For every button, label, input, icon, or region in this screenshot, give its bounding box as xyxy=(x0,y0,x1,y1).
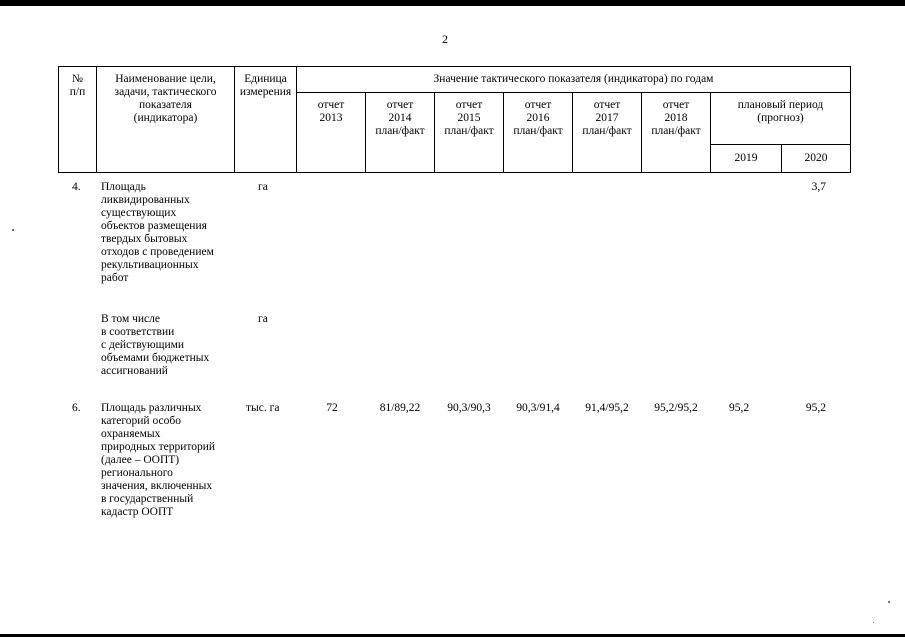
row-unit: га xyxy=(258,313,268,325)
header-col-values: Значение тактического показателя (индикатора) по годам xyxy=(433,73,714,85)
scan-speck xyxy=(888,601,890,603)
row-unit: тыс. га xyxy=(246,402,280,414)
header-year-2014: отчет 2014 план/факт xyxy=(375,99,425,137)
row-number: 6. xyxy=(72,402,81,414)
row-value-2019: 95,2 xyxy=(728,402,750,414)
row-value-2014: 81/89,22 xyxy=(379,402,421,414)
header-plan-period: плановый период (прогноз) xyxy=(737,99,824,124)
header-years-line xyxy=(296,92,851,93)
header-bottom-line xyxy=(58,172,851,173)
row-name: Площадь ликвидированных существующих объектов размещения твердых бытовых отходов с проведением рекультивационных работ xyxy=(101,181,214,284)
row-value-2020: 95,2 xyxy=(805,402,826,414)
scan-speck xyxy=(873,622,874,623)
row-value-2016: 90,3/91,4 xyxy=(516,402,560,414)
top-border-bar xyxy=(0,0,905,6)
header-top-line xyxy=(58,66,851,67)
header-year-2015: отчет 2015 план/факт xyxy=(444,99,494,137)
header-col-unit: Единица измерения xyxy=(239,73,292,98)
header-col-no: № п/п xyxy=(69,73,86,98)
row-value-2018: 95,2/95,2 xyxy=(654,402,698,414)
row-unit: га xyxy=(258,181,268,193)
header-year-2016: отчет 2016 план/факт xyxy=(513,99,563,137)
row-name: Площадь различных категорий особо охраняемых природных территорий (далее – ООПТ) регионального значения, включенных в государственный кадастр ООПТ xyxy=(101,402,216,518)
header-year-2018: отчет 2018 план/факт xyxy=(651,99,701,137)
page-number: 2 xyxy=(442,32,448,46)
header-col-name: Наименование цели, задачи, тактического показателя (индикатора) xyxy=(114,73,217,124)
bottom-border-bar xyxy=(0,634,905,637)
row-name: В том числе в соответствии с действующими объемами бюджетных ассигнований xyxy=(101,313,210,377)
row-value-2017: 91,4/95,2 xyxy=(585,402,629,414)
row-number: 4. xyxy=(72,181,81,193)
header-year-2013: отчет 2013 xyxy=(317,99,345,124)
row-value-2020: 3,7 xyxy=(811,181,826,193)
row-value-2013: 72 xyxy=(326,402,338,414)
header-vline xyxy=(850,66,851,173)
scan-speck xyxy=(12,229,14,231)
row-value-2015: 90,3/90,3 xyxy=(447,402,491,414)
header-year-2020: 2020 xyxy=(804,152,828,164)
header-year-2017: отчет 2017 план/факт xyxy=(582,99,632,137)
header-year-2019: 2019 xyxy=(734,152,758,164)
